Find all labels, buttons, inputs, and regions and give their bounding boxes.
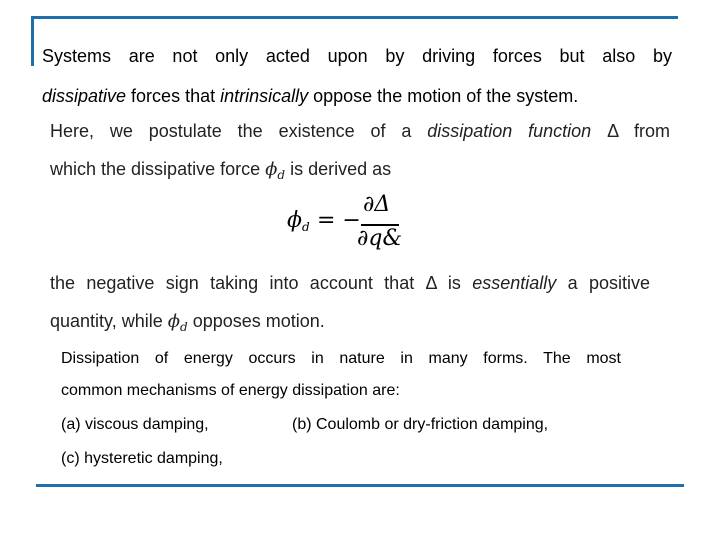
postulate-line-1	[50, 112, 670, 150]
damping-list	[61, 408, 621, 476]
formula-lhs	[287, 208, 310, 234]
sign-line-2-text: quantity, while	[50, 311, 168, 331]
intro-line-2	[42, 86, 578, 106]
sign-paragraph	[50, 264, 650, 346]
intro-line-2-text: forces that	[126, 86, 221, 106]
phi-symbol-2: ϕ	[167, 311, 181, 332]
sign-line-1-text: the negative sign taking into account that	[50, 273, 426, 293]
mechanisms-line-1: Dissipation of energy occurs in nature in many forms. The most	[61, 350, 621, 367]
mechanisms-line-2: common mechanisms of energy dissipation are:	[61, 382, 400, 399]
delta-symbol-2: Δ	[425, 273, 437, 293]
term-dissipative: dissipative	[42, 86, 127, 106]
postulate-line-1-text: Here, we postulate the existence of a	[50, 121, 428, 141]
sign-line-2	[50, 302, 650, 346]
term-dissipation-function: dissipation function	[427, 121, 592, 141]
postulate-line-2-end: is derived as	[285, 159, 392, 179]
sign-line-1-mid: is	[436, 273, 473, 293]
slide-top-rule	[31, 16, 678, 19]
phi-subscript: d	[277, 168, 286, 182]
sign-line-1	[50, 264, 650, 302]
list-item-viscous: (a) viscous damping,	[61, 416, 209, 433]
term-intrinsically: intrinsically	[220, 86, 309, 106]
dissipative-force-formula	[287, 192, 427, 258]
term-essentially: essentially	[472, 273, 557, 293]
formula-numerator: ∂Δ	[363, 192, 391, 217]
slide-bottom-rule	[36, 484, 684, 487]
phi-subscript-2: d	[180, 320, 188, 334]
formula-phi: ϕ	[287, 208, 302, 233]
delta-symbol: Δ	[607, 121, 619, 141]
mechanisms-paragraph	[61, 343, 621, 407]
slide-left-rule	[31, 16, 34, 66]
list-item-coulomb: (b) Coulomb or dry-friction damping,	[292, 416, 549, 433]
list-item-hysteretic: (c) hysteretic damping,	[61, 450, 223, 467]
intro-line-2-end: oppose the motion of the system.	[308, 86, 579, 106]
intro-paragraph	[42, 36, 672, 116]
postulate-paragraph	[50, 112, 670, 194]
list-row-2	[61, 442, 621, 476]
list-row-1	[61, 408, 621, 442]
formula-phi-subscript: d	[302, 220, 310, 234]
phi-symbol: ϕ	[265, 159, 278, 180]
postulate-line-2-text: which the dissipative force	[50, 159, 266, 179]
sign-line-2-end: opposes motion.	[187, 311, 325, 331]
postulate-line-2	[50, 150, 670, 194]
formula-equals-minus: = −	[317, 208, 361, 233]
intro-line-1: Systems are not only acted upon by driving forces but also by	[42, 46, 672, 66]
formula-denominator: ∂q&	[357, 226, 403, 251]
postulate-line-1-end: from	[618, 121, 670, 141]
sign-line-1-end: a positive	[556, 273, 650, 293]
